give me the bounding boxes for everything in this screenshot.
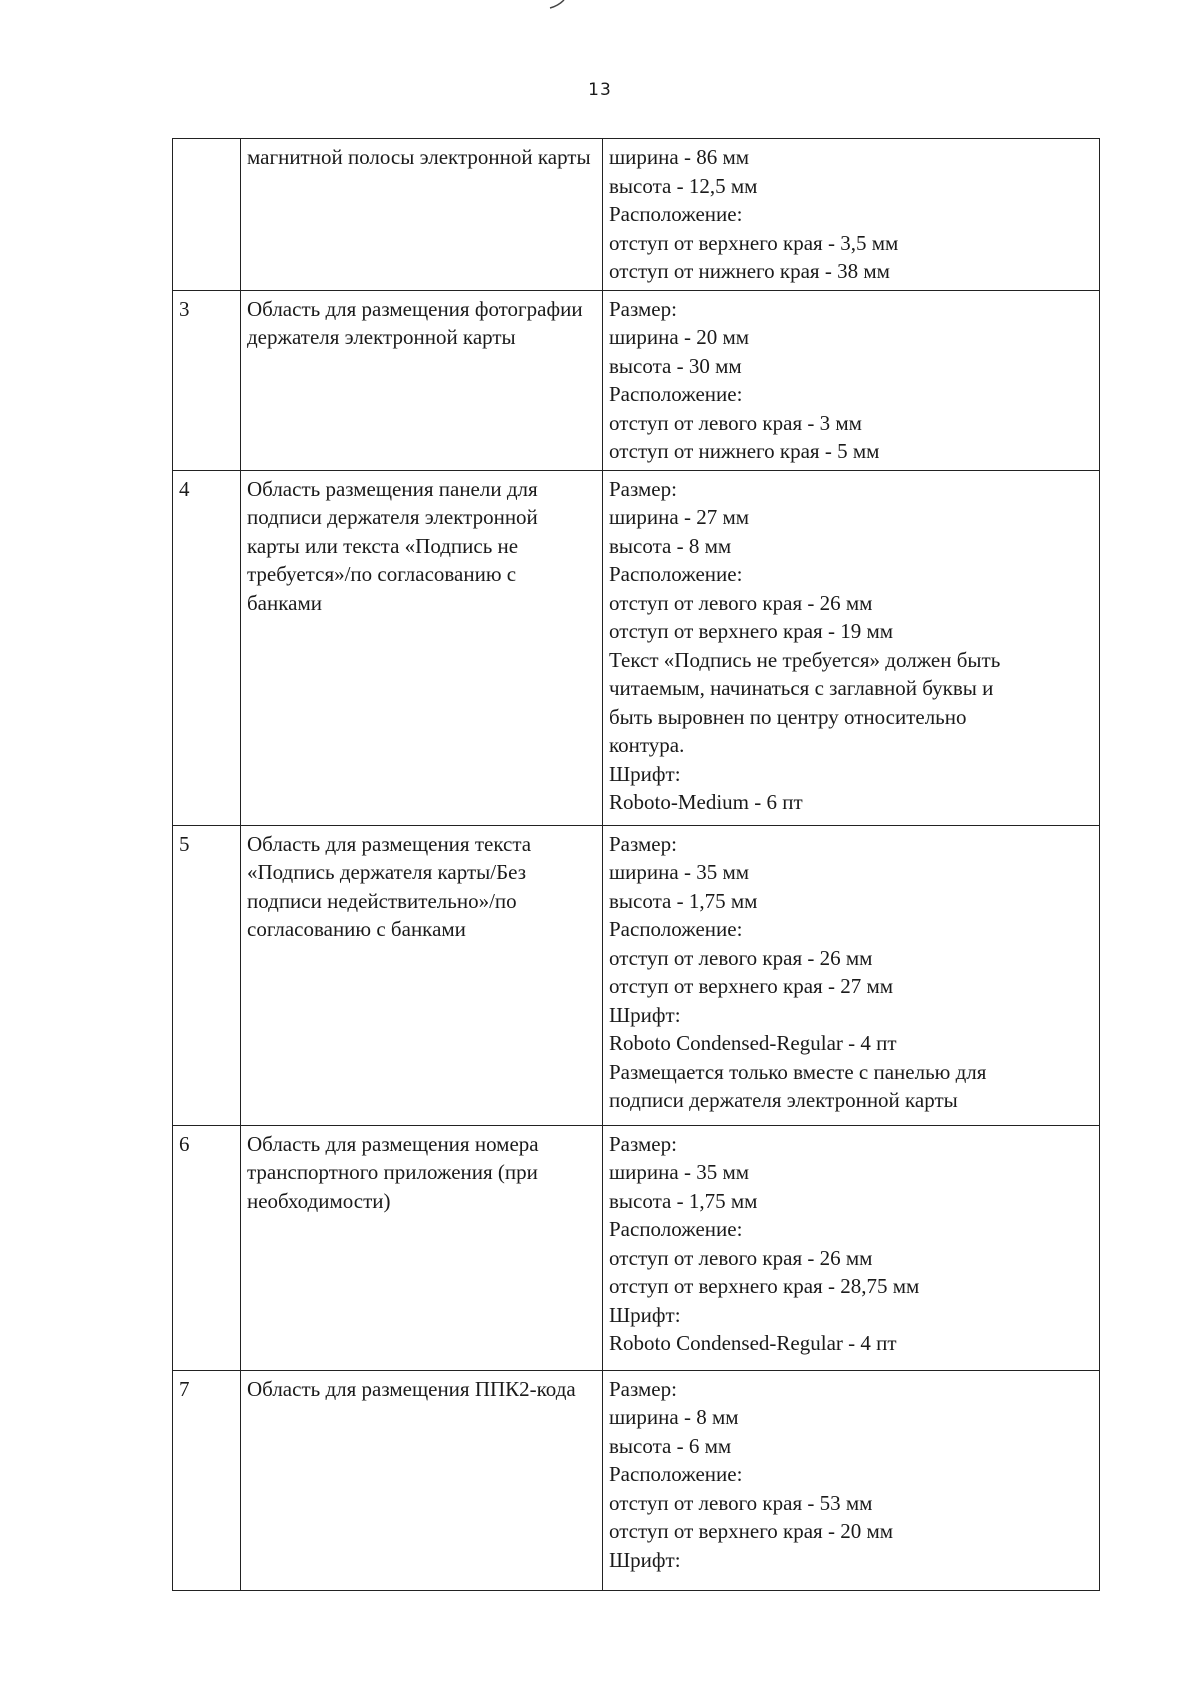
table-body — [173, 139, 1100, 1591]
spec-line: отступ от верхнего края - 28,75 мм — [609, 1274, 920, 1298]
row-number: 3 — [173, 290, 241, 470]
spec-line: отступ от левого края - 26 мм — [609, 590, 873, 615]
spec-line: Шрифт: — [609, 761, 681, 786]
element-name: Область для размещения текста «Подпись держателя карты/Без подписи недействительно»/по согласованию с банками — [247, 831, 532, 941]
spec-line: Размер: — [609, 476, 677, 501]
spec-line: ширина - 27 мм — [609, 505, 750, 529]
row-number: 5 — [173, 825, 241, 1125]
spec-cell — [603, 1125, 1100, 1370]
scan-mark — [548, 0, 568, 10]
page-number: 13 — [588, 80, 612, 100]
table-row — [173, 470, 1100, 825]
element-name: Область для размещения фотографии держателя электронной карты — [247, 296, 583, 349]
spec-line: Roboto-Medium - 6 пт — [609, 790, 803, 814]
spec-line: Размещается только вместе с панелью для — [609, 1059, 987, 1084]
row-number: 7 — [173, 1370, 241, 1590]
row-number — [173, 139, 241, 291]
spec-line: подписи держателя электронной карты — [609, 1088, 958, 1112]
element-name-cell — [241, 139, 603, 291]
spec-line: Размер: — [609, 1131, 677, 1156]
spec-line: отступ от левого края - 3 мм — [609, 410, 862, 435]
table-row — [173, 825, 1100, 1125]
spec-line: ширина - 86 мм — [609, 145, 750, 169]
row-number: 6 — [173, 1125, 241, 1370]
element-name-cell — [241, 1125, 603, 1370]
row-number: 4 — [173, 470, 241, 825]
spec-line: читаемым, начинаться с заглавной буквы и — [609, 676, 994, 700]
spec-line: отступ от левого края - 53 мм — [609, 1490, 873, 1515]
spec-line: Размер: — [609, 1376, 677, 1401]
element-name: Область для размещения ППК2-кода — [247, 1376, 576, 1401]
element-name: магнитной полосы электронной карты — [247, 145, 591, 169]
spec-cell — [603, 1370, 1100, 1590]
table-row — [173, 139, 1100, 291]
element-name-cell — [241, 825, 603, 1125]
spec-line: быть выровнен по центру относительно — [609, 704, 967, 729]
spec-line: Текст «Подпись не требуется» должен быть — [609, 647, 1001, 672]
spec-line: Расположение: — [609, 917, 743, 941]
spec-line: Размер: — [609, 831, 677, 856]
spec-line: ширина - 20 мм — [609, 325, 750, 349]
spec-line: Шрифт: — [609, 1547, 681, 1572]
spec-line: Расположение: — [609, 562, 743, 586]
spec-line: отступ от нижнего края - 38 мм — [609, 259, 890, 283]
spec-cell — [603, 290, 1100, 470]
element-name: Область размещения панели для подписи держателя электронной карты или текста «Подпись не требуется»/по согласованию с банками — [247, 476, 538, 615]
spec-line: высота - 12,5 мм — [609, 173, 758, 198]
element-name-cell — [241, 470, 603, 825]
spec-line: Шрифт: — [609, 1002, 681, 1027]
spec-line: отступ от верхнего края - 20 мм — [609, 1519, 894, 1543]
spec-line: Расположение: — [609, 382, 743, 406]
spec-line: Roboto Condensed-Regular - 4 пт — [609, 1031, 897, 1055]
spec-cell — [603, 825, 1100, 1125]
spec-line: высота - 8 мм — [609, 533, 732, 558]
spec-line: Расположение: — [609, 1462, 743, 1486]
spec-line: высота - 1,75 мм — [609, 888, 758, 913]
spec-line: отступ от верхнего края - 27 мм — [609, 974, 894, 998]
table-row — [173, 1125, 1100, 1370]
specification-table — [172, 138, 1100, 1591]
spec-line: высота - 30 мм — [609, 353, 742, 378]
spec-line: Размер: — [609, 296, 677, 321]
element-name-cell — [241, 1370, 603, 1590]
spec-cell — [603, 470, 1100, 825]
spec-line: Расположение: — [609, 1217, 743, 1241]
spec-line: ширина - 35 мм — [609, 860, 750, 884]
table-row — [173, 1370, 1100, 1590]
spec-line: контура. — [609, 733, 685, 757]
spec-line: отступ от верхнего края - 3,5 мм — [609, 230, 899, 255]
spec-line: Шрифт: — [609, 1302, 681, 1327]
spec-line: отступ от нижнего края - 5 мм — [609, 439, 880, 463]
element-name-cell — [241, 290, 603, 470]
spec-line: отступ от левого края - 26 мм — [609, 945, 873, 970]
spec-line: высота - 1,75 мм — [609, 1188, 758, 1213]
spec-line: отступ от верхнего края - 19 мм — [609, 619, 894, 643]
spec-line: ширина - 8 мм — [609, 1405, 739, 1429]
element-name: Область для размещения номера транспортного приложения (при необходимости) — [247, 1131, 539, 1213]
spec-line: Расположение: — [609, 202, 743, 226]
spec-line: Roboto Condensed-Regular - 4 пт — [609, 1331, 897, 1355]
spec-line: отступ от левого края - 26 мм — [609, 1245, 873, 1270]
table-row — [173, 290, 1100, 470]
spec-cell — [603, 139, 1100, 291]
spec-line: высота - 6 мм — [609, 1433, 732, 1458]
spec-line: ширина - 35 мм — [609, 1160, 750, 1184]
